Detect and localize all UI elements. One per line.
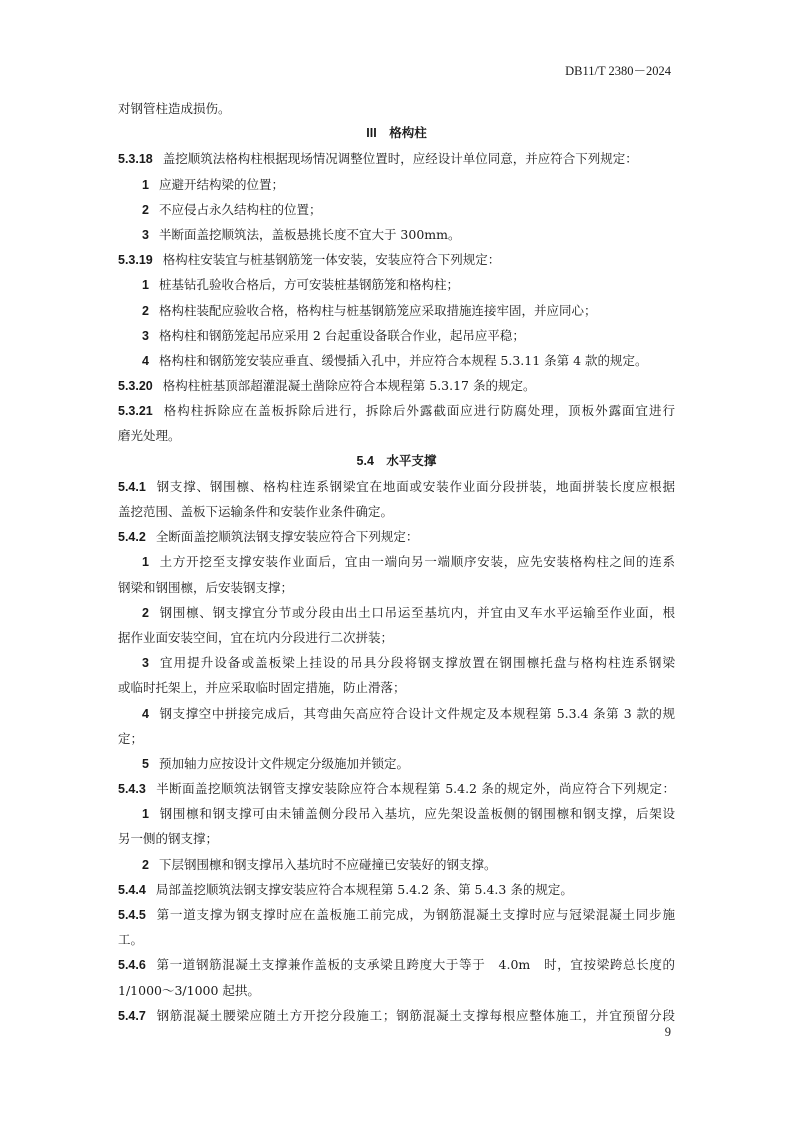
list-item bbox=[118, 751, 675, 776]
clause-number: 5.3.20 bbox=[118, 379, 153, 394]
clause-text: 据作业面安装空间，宜在坑内分段进行二次拼装； bbox=[118, 629, 394, 645]
clause-text: 钢围檩和钢支撑可由未铺盖侧分段吊入基坑，应先架设盖板侧的钢围檩和钢支撑，后架设 bbox=[158, 806, 675, 822]
header-doc-code: DB11/T 2380－2024 bbox=[565, 64, 671, 78]
list-item bbox=[118, 549, 675, 574]
list-item bbox=[118, 701, 675, 726]
clause-number: 2 bbox=[142, 857, 149, 872]
text-line bbox=[118, 625, 675, 650]
text-line bbox=[118, 726, 675, 751]
text-line bbox=[118, 575, 675, 600]
clause-number: 1 bbox=[142, 278, 149, 293]
clause bbox=[118, 952, 675, 977]
clause-text: 1/1000～3/1000 起拱。 bbox=[118, 982, 260, 998]
clause-text: 下层钢围檩和钢支撑吊入基坑时不应碰撞已安装好的钢支撑。 bbox=[158, 856, 497, 872]
clause-text: 或临时托架上，并应采取临时固定措施，防止滑落； bbox=[118, 680, 406, 696]
clause-number: 5.4.7 bbox=[118, 1008, 146, 1023]
list-item bbox=[118, 348, 675, 373]
clause-number: 1 bbox=[142, 555, 149, 570]
clause-text: 局部盖挖顺筑法钢支撑安装应符合本规程第 5.4.2 条、第 5.4.3 条的规定。 bbox=[155, 881, 573, 897]
clause-number: 5.3.19 bbox=[118, 253, 153, 268]
clause-number: 4 bbox=[142, 353, 149, 368]
clause-text: 钢支撑、钢围檩、格构柱连系钢梁宜在地面或安装作业面分段拼装，地面拼装长度应根据 bbox=[155, 478, 675, 494]
clause-number: 5.3.18 bbox=[118, 152, 153, 167]
clause bbox=[118, 902, 675, 927]
list-item bbox=[118, 172, 675, 197]
clause-text: 格构柱拆除应在盖板拆除后进行，拆除后外露截面应进行防腐处理，顶板外露面宜进行 bbox=[162, 403, 675, 419]
clause-number: 4 bbox=[142, 706, 149, 721]
clause-number: 2 bbox=[142, 202, 149, 217]
clause-text: 宜用提升设备或盖板梁上挂设的吊具分段将钢支撑放置在钢围檩托盘与格构柱连系钢梁 bbox=[158, 655, 675, 671]
list-item bbox=[118, 650, 675, 675]
clause-number: 5.4.1 bbox=[118, 479, 146, 494]
list-item bbox=[118, 852, 675, 877]
text-line bbox=[118, 675, 675, 700]
clause-number: 3 bbox=[142, 328, 149, 343]
document-body bbox=[118, 96, 675, 1028]
text-line bbox=[118, 927, 675, 952]
clause-text: 格构柱安装宜与桩基钢筋笼一体安装，安装应符合下列规定： bbox=[162, 252, 501, 268]
clause bbox=[118, 146, 675, 171]
text-line bbox=[118, 423, 675, 448]
clause-number: 2 bbox=[142, 303, 149, 318]
text-line bbox=[118, 96, 675, 121]
clause-text: 钢筋混凝土腰梁应随土方开挖分段施工；钢筋混凝土支撑每根应整体施工，并宜预留分段 bbox=[155, 1007, 675, 1023]
clause-text: 第一道支撑为钢支撑时应在盖板施工前完成，为钢筋混凝土支撑时应与冠梁混凝土同步施 bbox=[155, 907, 675, 922]
clause-number: 5.4.4 bbox=[118, 882, 146, 897]
section-heading: 5.4 水平支撑 bbox=[356, 453, 437, 468]
clause bbox=[118, 524, 675, 549]
clause-text: 钢梁和钢围檩，后安装钢支撑； bbox=[118, 579, 294, 595]
clause-text: 半断面盖挖顺筑法，盖板悬挑长度不宜大于 300mm。 bbox=[158, 226, 461, 242]
clause-text: 土方开挖至支撑安装作业面后，宜由一端向另一端顺序安装，应先安装格构柱之间的连系 bbox=[158, 554, 675, 570]
clause-number: 5.4.2 bbox=[118, 530, 146, 545]
list-item bbox=[118, 323, 675, 348]
clause-number: 3 bbox=[142, 656, 149, 671]
clause-text: 格构柱和钢筋笼安装应垂直、缓慢插入孔中，并应符合本规程 5.3.11 条第 4 款的规定。 bbox=[158, 352, 648, 368]
clause-text: 应避开结构梁的位置； bbox=[158, 176, 284, 192]
clause-text: 对钢管柱造成损伤。 bbox=[118, 101, 231, 116]
clause-number: 3 bbox=[142, 227, 149, 242]
list-item bbox=[118, 298, 675, 323]
clause-number: 1 bbox=[142, 177, 149, 192]
clause-text: 钢支撑空中拼接完成后，其弯曲矢高应符合设计文件规定及本规程第 5.3.4 条第 3 款的规 bbox=[158, 705, 675, 721]
clause-number: 5 bbox=[142, 756, 149, 771]
clause-text: 格构柱桩基顶部超灌混凝土凿除应符合本规程第 5.3.17 条的规定。 bbox=[162, 378, 536, 394]
clause-text: 预加轴力应按设计文件规定分级施加并锁定。 bbox=[158, 755, 409, 771]
clause-number: 5.4.5 bbox=[118, 908, 146, 922]
clause-text: 格构柱和钢筋笼起吊应采用 2 台起重设备联合作业，起吊应平稳； bbox=[158, 327, 525, 343]
clause-text: 钢围檩、钢支撑宜分节或分段由出土口吊运至基坑内，并宜由叉车水平运输至作业面，根 bbox=[158, 604, 675, 620]
page-number: 9 bbox=[664, 1025, 671, 1039]
list-item bbox=[118, 801, 675, 826]
clause-text: 盖挖顺筑法格构柱根据现场情况调整位置时，应经设计单位同意，并应符合下列规定： bbox=[162, 151, 638, 167]
text-line bbox=[118, 499, 675, 524]
clause-text: 另一侧的钢支撑； bbox=[118, 831, 219, 847]
clause-number: 2 bbox=[142, 605, 149, 620]
list-item bbox=[118, 197, 675, 222]
clause-number: 1 bbox=[142, 807, 149, 822]
clause bbox=[118, 474, 675, 499]
clause-text: 不应侵占永久结构柱的位置； bbox=[158, 201, 322, 217]
list-item bbox=[118, 600, 675, 625]
clause-number: 5.4.3 bbox=[118, 782, 146, 797]
clause-text: 盖挖范围、盖板下运输条件和安装作业条件确定。 bbox=[118, 504, 394, 519]
clause-text: 定； bbox=[118, 730, 144, 746]
text-line bbox=[118, 826, 675, 851]
clause bbox=[118, 398, 675, 423]
clause-text: 格构柱装配应验收合格，格构柱与桩基钢筋笼应采取措施连接牢固，并应同心； bbox=[158, 302, 597, 318]
text-line bbox=[118, 978, 675, 1003]
clause bbox=[118, 877, 675, 902]
clause-number: 5.4.6 bbox=[118, 958, 146, 973]
clause-number: 5.3.21 bbox=[118, 404, 153, 419]
list-item bbox=[118, 272, 675, 297]
clause bbox=[118, 1003, 675, 1028]
clause-text: 工。 bbox=[118, 932, 144, 948]
clause bbox=[118, 776, 675, 801]
section-heading: III 格构柱 bbox=[366, 126, 427, 141]
clause bbox=[118, 373, 675, 398]
list-item bbox=[118, 222, 675, 247]
clause-text: 全断面盖挖顺筑法钢支撑安装应符合下列规定： bbox=[155, 529, 419, 545]
clause-text: 半断面盖挖顺筑法钢管支撑安装除应符合本规程第 5.4.2 条的规定外，尚应符合下列规定： bbox=[155, 781, 675, 797]
clause-text: 磨光处理。 bbox=[118, 428, 181, 444]
clause-text: 第一道钢筋混凝土支撑兼作盖板的支承梁且跨度大于等于 4.0m 时，宜按梁跨总长度的 bbox=[155, 957, 675, 973]
clause-text: 桩基钻孔验收合格后，方可安装桩基钢筋笼和格构柱； bbox=[158, 277, 459, 293]
clause bbox=[118, 247, 675, 272]
